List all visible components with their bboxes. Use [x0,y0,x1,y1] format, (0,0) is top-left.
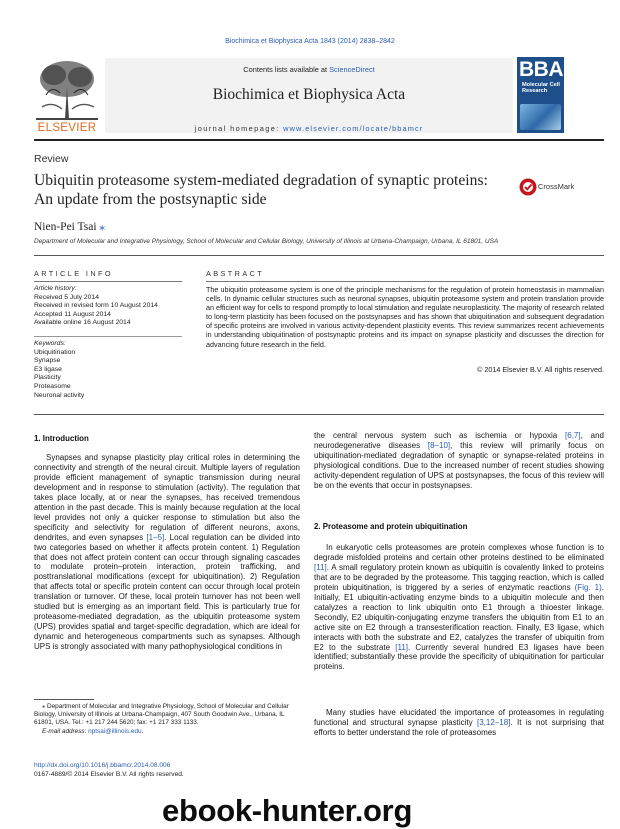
keyword-item: Proteasome [34,382,71,390]
abstract-heading: ABSTRACT [206,269,265,278]
plasticity-paragraph [314,708,604,738]
elsevier-wordmark: ELSEVIER [37,122,97,134]
email-link[interactable]: nptsai@illinois.edu [88,727,142,735]
keyword-item: Ubiquitination [34,348,76,356]
contents-line [105,65,513,74]
abstract-copyright: © 2014 Elsevier B.V. All rights reserved. [477,365,604,374]
proteasome-paragraph [314,543,604,672]
issn-line: 0167-4889/© 2014 Elsevier B.V. All rights reserved. [34,770,184,778]
running-header[interactable]: Biochimica et Biophysica Acta 1843 (2014) 2838–2842 [225,38,395,45]
text-run: , and neurodegenerative diseases [314,431,604,450]
intro-paragraph-continued [314,431,604,491]
crossmark-icon [519,178,537,196]
keyword-item: Plasticity [34,374,61,382]
text-run: In eukaryotic cells proteasomes are protein complexes whose function is to degrade misfolded proteins and certain other proteins destined to be eliminated [314,543,604,562]
text-run: . A small regulatory protein known as ubiquitin is covalently linked to proteins that are to be degraded by the proteasome. This tagging reaction, which is called protein ubiquitination, is triggered by a series of enzymatic reactions [314,562,604,592]
history-item: Accepted 11 August 2014 [34,310,111,318]
journal-cover [517,57,564,133]
history-label: Article history: [34,285,77,292]
citation-link[interactable]: [6,7] [565,431,581,440]
sciencedirect-link[interactable]: ScienceDirect [329,65,375,74]
history-rule [34,336,182,337]
article-info-rule [34,281,182,282]
text-run: , this review will primarily focus on ubiquitination-mediated degradation of synaptic or synapse-related proteins in physiological conditions. Due to the increased number of recent studies showing activity-dependent regulation of UPS at postsynapses, the focus of this review will be on the events that occur in postsynapses. [314,440,604,490]
author-affiliation: Department of Molecular and Integrative Physiology, School of Molecular and Cellular Biology, University of Illinois at Urbana-Champaign, Urbana, IL 61801, USA [34,238,499,245]
abstract-text: The ubiquitin proteasome system is one of the principle mechanisms for the regulation of protein homeostasis in mammalian cells. In dynamic cellular structures such as neuronal synapses, ubiquitin proteasome system and protein translation provide an efficient way for cells to respond promptly to local stimulation and regulate neuroplasticity. The majority of research related to long-term plasticity has been focused on the postsynapses and has shown that ubiquitination and subsequent degradation of specific proteins are involved in various activity-dependent plasticity events. This review summarizes recent achievements in understanding ubiquitination of postsynaptic proteins and its impact on synapse plasticity and discusses the direction for advancing future research in the field. [206,285,604,349]
author-footnote-mark[interactable]: ⁎ [99,221,105,233]
front-matter-rule [34,414,604,415]
text-run: Many studies have elucidated the importance of proteasomes in regulating functional and structural synapse plasticity [314,708,604,727]
crossmark-label: CrossMark [538,182,575,191]
doi-link[interactable]: http://dx.doi.org/10.1016/j.bbamcr.2014.08.006 [34,762,171,769]
history-item: Received 5 July 2014 [34,293,99,301]
citation-link[interactable]: [11] [314,562,327,572]
journal-name: Biochimica et Biophysica Acta [212,86,406,103]
intro-paragraph [34,453,300,652]
keywords [34,340,182,400]
keyword-item: E3 ligase [34,365,62,373]
citation-link[interactable]: [11] [395,642,408,652]
email-label: E-mail address: [42,727,89,735]
corresponding-author-footnote [34,703,300,736]
citation-link[interactable]: [1–5] [146,532,165,542]
article-history [34,285,182,328]
article-type: Review [34,153,69,165]
figure-link[interactable]: (Fig. 1) [574,582,602,592]
affiliation-rule [34,255,604,256]
article-info-heading: ARTICLE INFO [34,269,113,278]
text-run: . Local regulation can be divided into two categories based on whether it affects protein content. 1) Regulation that does not affect protein content can occur through signaling cascades to modulate protein–protein interaction, protein trafficking, and posttranslational modifications (except for ubiquitination). 2) Regulation that affects total or specific protein content can occur through local protein translation or turnover. Of these, local protein turnover has not been well studied but is emerging as an important field. This is particularly true for proteasome-mediated degradation, as the ubiquitin proteasome system (UPS) provides spatial and target-specific degradation, which are ideal for dynamic and heterogeneous compartments such as synapses. Although UPS is strongly associated with many pathophysiological conditions in [34,532,301,652]
text-run: the central nervous system such as ischemia or hypoxia [314,431,566,440]
keyword-item: Neuronal activity [34,391,85,399]
text-run: . It is not surprising that efforts to better understand the role of proteasomes [314,717,605,737]
history-item: Available online 16 August 2014 [34,319,131,327]
footnote-rule [34,699,94,700]
crossmark-badge[interactable] [519,178,537,201]
email-end: . [141,727,144,735]
text-run: Synapses and synapse plasticity play critical roles in determining the connectivity and strength of the neural circuit. Multiple layers of regulation provide efficient management of synaptic transmission during neural development and in response to stimulation (activity). The regulation that takes place locally, at or near the synapses, has received tremendous attention in the past decade. This is mainly because regulation at the local level provides not only a quicker response to stimulation but also the specificity and selectivity for regulation of different neurons, axons, dendrites, and even synapses [34,453,300,542]
abstract-rule [206,281,604,282]
masthead-rule [34,139,604,141]
section-2-heading: 2. Proteasome and protein ubiquitination [314,522,468,531]
article-title: Ubiquitin proteasome system-mediated degradation of synaptic proteins: An update from the postsynaptic side [34,172,488,208]
keyword-item: Synapse [34,357,61,365]
doi-block [34,762,184,779]
author-line [34,220,105,233]
history-item: Received in revised form 10 August 2014 [34,302,158,310]
watermark: ebook-hunter.org [162,793,413,828]
homepage-prefix: journal homepage: [194,124,284,133]
journal-homepage [105,124,513,133]
tree-icon [32,57,102,121]
author-name: Nien-Pei Tsai [34,221,97,233]
citation-link[interactable]: [3,12–18] [477,717,511,727]
citation-link[interactable]: [8–10] [427,440,451,450]
section-1-heading: 1. Introduction [34,434,89,443]
cover-letters: BBA [519,58,563,81]
text-run: . Currently several hundred E3 ligases have been identified; substantially these provide the specificity of ubiquitination for particular proteins. [314,642,604,672]
footnote-text: Department of Molecular and Integrative Physiology, School of Molecular and Cellular Biology, University of Illinois at Urbana-Champaign, 407 South Goodwin Ave., Urbana, IL 61801, USA. Tel.: +1 217 244 5620; fax: +1 217 333 1133. [34,703,289,727]
text-run: . Initially, E1 ubiquitin-activating enzyme binds to a ubiquitin molecule and then catalyzes a reaction to link ubiquitin onto E1 through a thioester linkage. Secondly, E2 ubiquitin-conjugating enzyme transfers the ubiquitin from E1 to an active site on E2 through a transesterification reaction. Finally, E3 ligase, which interacts with both the substrate and E2, catalyzes the transfer of ubiquitin from E2 to the substrate [314,582,604,652]
keywords-label: Keywords: [34,340,66,347]
cover-subtitle: Molecular Cell Research [522,82,560,95]
homepage-link[interactable]: www.elsevier.com/locate/bbamcr [283,124,424,133]
footnote-mark: ⁎ [42,703,46,710]
cover-image [520,104,561,130]
contents-prefix: Contents lists available at [243,65,330,74]
